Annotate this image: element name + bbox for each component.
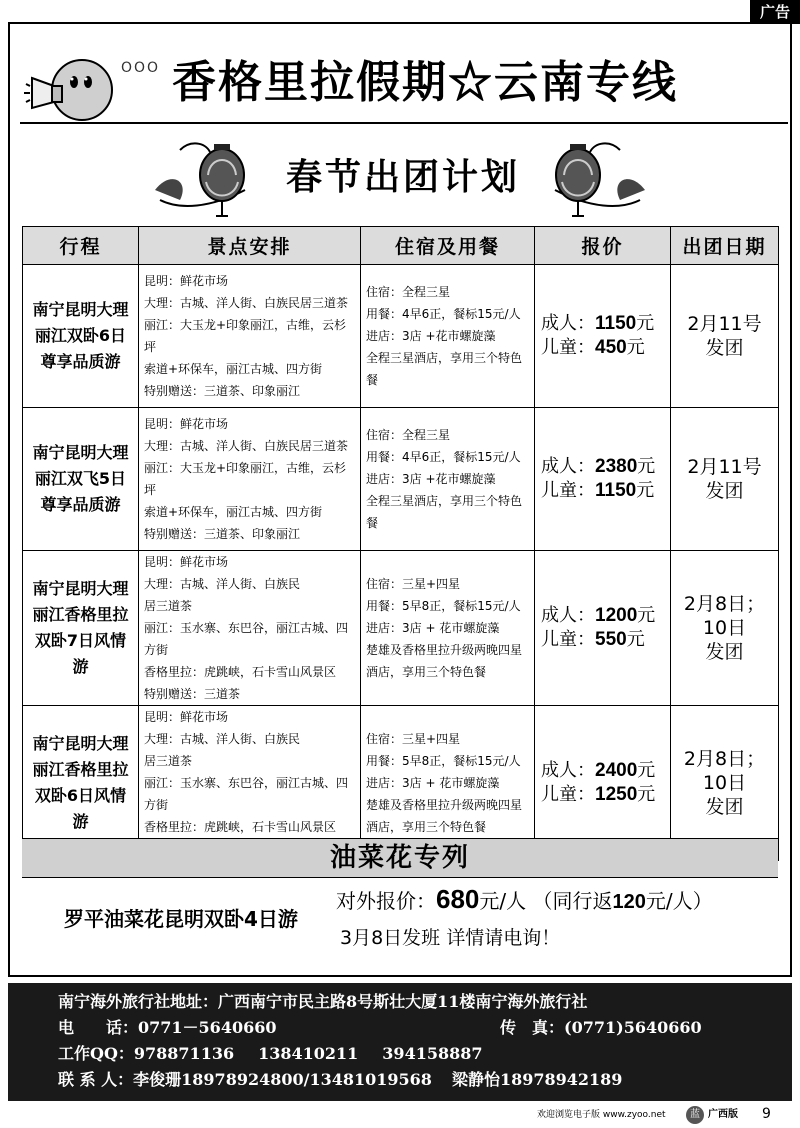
lodging-line: 用餐：4早6正，餐标15元/人 [366,307,521,321]
table-row [23,408,779,551]
contact-panel [8,983,792,1101]
table-row [23,265,779,408]
departure-date: 2月8日； 10日 发团 [671,706,779,861]
lodging-cell [361,265,535,408]
route-line: 丽江双卧6日 [34,326,127,345]
lodging-line: 楚雄及香格里拉升级两晚四星 [366,643,523,657]
lodging-line: 进店：3店 +花市螺旋藻 [366,472,496,486]
special-price: 对外报价：680元/人 （同行返120元/人） [336,884,713,914]
page-title: 香格里拉假期☆云南专线 [172,57,678,108]
child-price: 儿童：1150元 [541,480,655,501]
child-price: 儿童：550元 [541,629,645,650]
spot-line: 居三道茶 [144,754,193,768]
ad-corner-tag: 广告 [750,0,800,24]
spot-line: 丽江：玉水寨、东巴谷，丽江古城、四方街 [144,621,349,657]
spot-line: 索道+环保车，丽江古城、四方街 [144,505,323,519]
lodging-line: 楚雄及香格里拉升级两晚四星 [366,798,523,812]
lodging-line: 住宿：三星+四星 [366,577,461,591]
title-divider [20,122,788,124]
lodging-line: 全程三星酒店，享用三个特色餐 [366,351,523,387]
spot-line: 大理：古城、洋人街、白族民 [144,577,301,591]
lodging-line: 酒店，享用三个特色餐 [366,665,487,679]
spot-line: 香格里拉：虎跳峡，石卡雪山风景区 [144,820,337,834]
spot-line: 丽江：大玉龙+印象丽江，古维，云杉坪 [144,461,347,497]
header-spots: 景点安排 [139,227,361,265]
spot-line: 大理：古城、洋人街、白族民居三道茶 [144,439,349,453]
spot-line: 特别赠送：三道茶 [144,687,241,701]
lodging-cell [361,408,535,551]
departure-date: 2月11号 发团 [671,265,779,408]
spot-line: 香格里拉：虎跳峡，石卡雪山风景区 [144,665,337,679]
adult-price: 成人：2400元 [541,760,656,781]
route-line: 丽江香格里拉 [32,605,129,624]
lodging-line: 酒店，享用三个特色餐 [366,820,487,834]
address-line: 南宁海外旅行社地址：广西南宁市民主路8号斯壮大厦11楼南宁海外旅行社 [58,992,588,1011]
spots-cell [139,265,361,408]
lodging-line: 住宿：三星+四星 [366,732,461,746]
departure-date: 2月8日； 10日 发团 [671,551,779,706]
qq-line: 工作QQ：978871136 138410211 394158887 [58,1044,483,1063]
route-cell [23,408,139,551]
header-price: 报价 [535,227,671,265]
price-cell [535,265,671,408]
price-cell [535,551,671,706]
spot-line: 大理：古城、洋人街、白族民 [144,732,301,746]
route-line: 双卧6日风情游 [34,786,127,831]
speech-bubbles: OOO [121,60,161,76]
lodging-line: 用餐：4早6正，餐标15元/人 [366,450,521,464]
lodging-line: 全程三星酒店，享用三个特色餐 [366,494,523,530]
lodging-line: 住宿：全程三星 [366,285,451,299]
child-price: 儿童：1250元 [541,784,656,805]
spot-line: 索道+环保车，丽江古城、四方街 [144,362,323,376]
adult-price: 成人：2380元 [541,456,656,477]
spot-line: 特别赠送：三道茶、印象丽江 [144,527,301,541]
lodging-line: 用餐：5早8正，餐标15元/人 [366,599,521,613]
header-route: 行程 [23,227,139,265]
spot-line: 昆明：鲜花市场 [144,710,229,724]
route-line: 丽江双飞5日 [34,469,127,488]
route-line: 尊享品质游 [40,352,121,371]
lodging-cell [361,551,535,706]
header-lodging: 住宿及用餐 [361,227,535,265]
footer-edition: 广西版 [708,1109,738,1120]
route-line: 南宁昆明大理 [32,734,129,753]
lantern-right-icon [540,130,650,218]
contact-person-line: 联 系 人：李俊珊18978924800/13481019568 梁静怡18978942189 [58,1070,623,1089]
lantern-left-icon [150,130,260,218]
lodging-line: 进店：3店 + 花市螺旋藻 [366,621,500,635]
lodging-line: 进店：3店 + 花市螺旋藻 [366,776,500,790]
tour-plan-table [22,226,779,861]
table-header-row [23,227,779,265]
price-cell [535,408,671,551]
route-cell [23,551,139,706]
header-date: 出团日期 [671,227,779,265]
table-row [23,551,779,706]
footer-logo-icon: 蓝 [686,1106,704,1124]
megaphone-mascot-icon [22,50,122,130]
departure-date: 2月11号 发团 [671,408,779,551]
spot-line: 居三道茶 [144,599,193,613]
spot-line: 昆明：鲜花市场 [144,555,229,569]
spot-line: 丽江：玉水寨、东巴谷，丽江古城、四方街 [144,776,349,812]
adult-price: 成人：1200元 [541,605,656,626]
page-number: 9 [762,1106,771,1122]
route-line: 尊享品质游 [40,495,121,514]
route-line: 丽江香格里拉 [32,760,129,779]
special-section-title: 油菜花专列 [22,838,778,878]
special-route: 罗平油菜花昆明双卧4日游 [64,907,298,931]
footer-website: 欢迎浏览电子版 www.zyoo.net [537,1110,666,1120]
child-price: 儿童：450元 [541,337,645,358]
route-line: 南宁昆明大理 [32,300,129,319]
spot-line: 昆明：鲜花市场 [144,417,229,431]
spot-line: 特别赠送：三道茶、印象丽江 [144,384,301,398]
spots-cell [139,551,361,706]
section-heading: 春节出团计划 [285,156,520,198]
fax-line: 传 真：(0771)5640660 [500,1018,702,1037]
spot-line: 昆明：鲜花市场 [144,274,229,288]
route-line: 双卧7日风情游 [34,631,127,676]
lodging-line: 用餐：5早8正，餐标15元/人 [366,754,521,768]
special-note: 3月8日发班 详情请电询！ [340,927,561,949]
phone-line: 电 话：0771－5640660 [58,1018,277,1037]
spot-line: 丽江：大玉龙+印象丽江，古维，云杉坪 [144,318,347,354]
spots-cell [139,408,361,551]
lodging-line: 住宿：全程三星 [366,428,451,442]
route-line: 南宁昆明大理 [32,579,129,598]
route-line: 南宁昆明大理 [32,443,129,462]
spot-line: 大理：古城、洋人街、白族民居三道茶 [144,296,349,310]
route-cell [23,265,139,408]
adult-price: 成人：1150元 [541,313,655,334]
lodging-line: 进店：3店 +花市螺旋藻 [366,329,496,343]
